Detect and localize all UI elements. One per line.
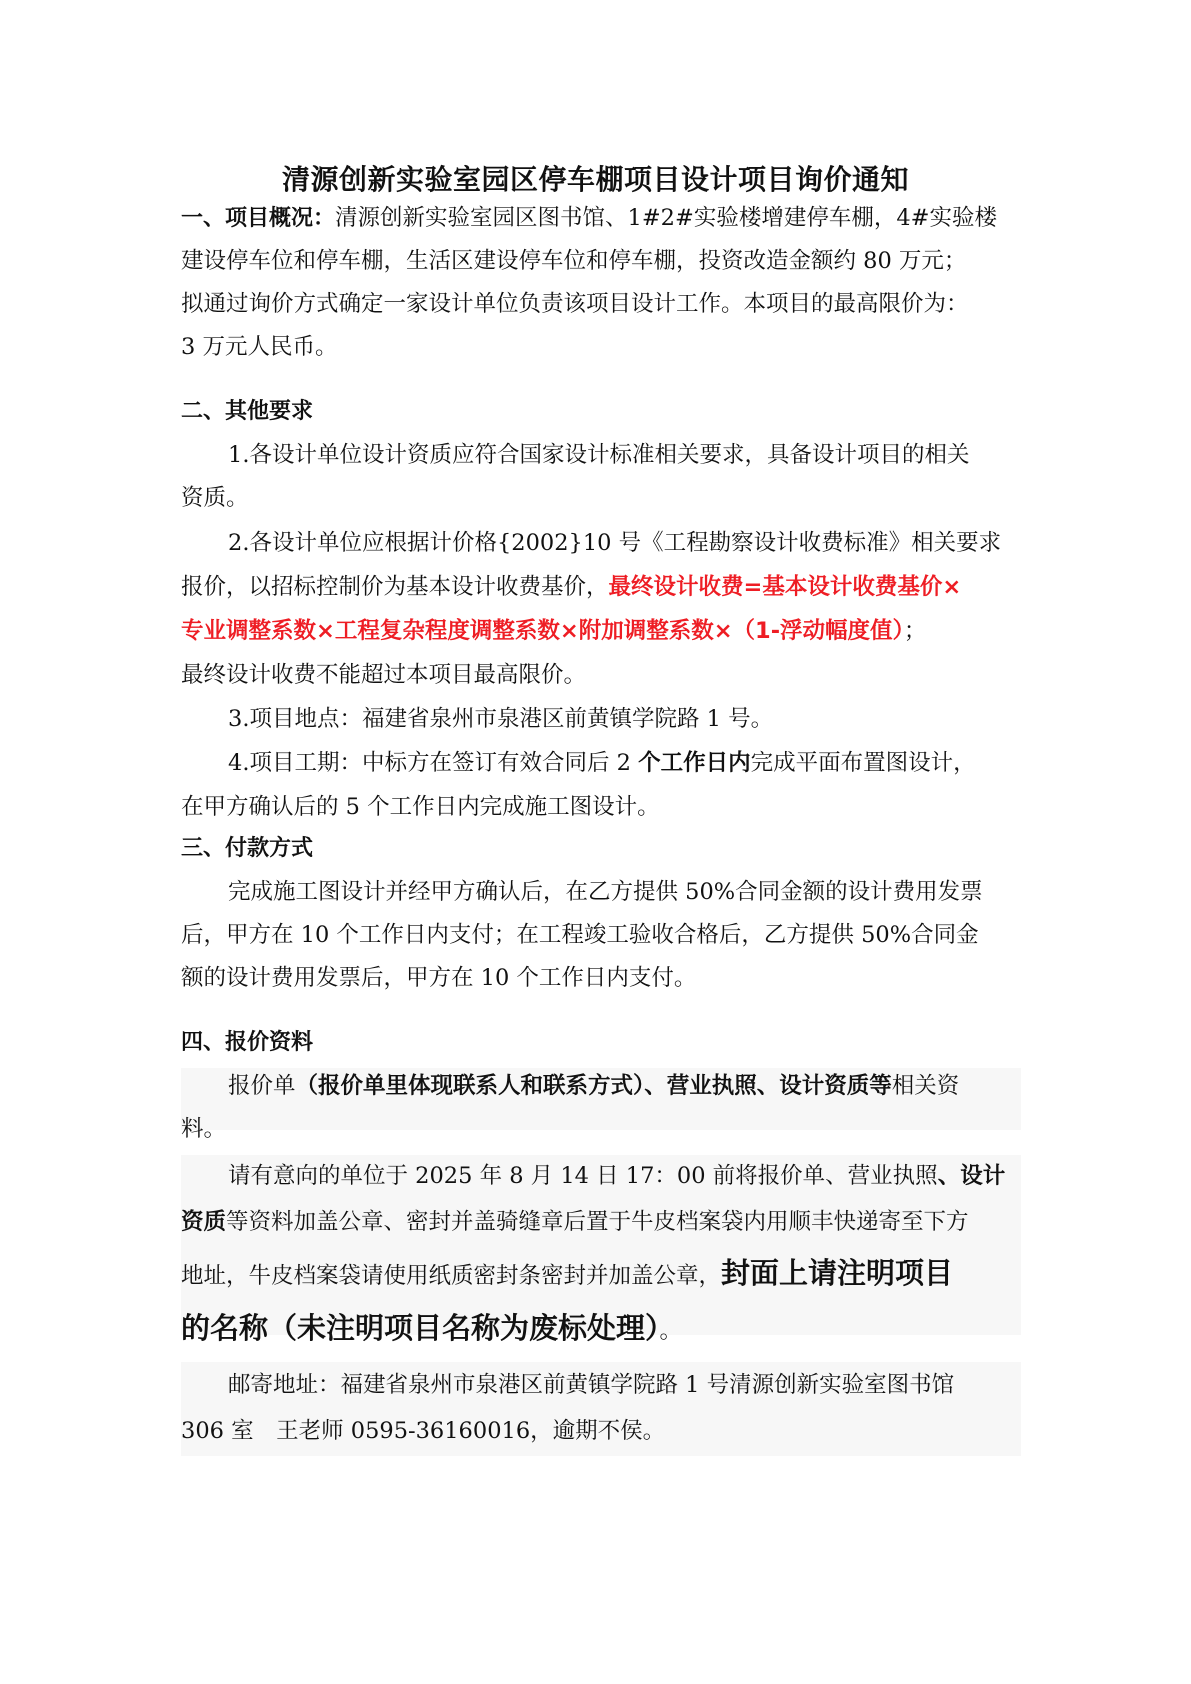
section2-heading: 二、其他要求 — [181, 399, 314, 424]
section2-item2-line3 — [181, 616, 1021, 646]
section4-p2-line4-end: 。 — [659, 1318, 683, 1344]
section4-p2-line4 — [181, 1313, 1021, 1346]
section4-p2-line4-big: 的名称（未注明项目名称为废标处理） — [181, 1311, 660, 1345]
section4-p1-line2: 料。 — [181, 1116, 227, 1142]
section4-p2-line2 — [181, 1207, 1021, 1237]
section2-item4-line1-b: 完成平面布置图设计， — [750, 750, 976, 776]
section2-item4-line1-a: 4.项目工期：中标方在签订有效合同后 2 — [228, 750, 639, 776]
mailing-address-line2: 306 室 王老师 0595-36160016，逾期不侯。 — [181, 1418, 666, 1444]
section4-p2-line1-a: 请有意向的单位于 2025 年 8 月 14 日 17：00 前将报价单、营业执照 — [228, 1163, 938, 1189]
section1-line2: 建设停车位和停车棚，生活区建设停车位和停车棚，投资改造金额约 80 万元； — [181, 248, 967, 274]
section1-line1-text: 清源创新实验室园区图书馆、1#2#实验楼增建停车棚，4#实验楼 — [335, 205, 998, 231]
section4-p2-line2-bold: 资质 — [181, 1209, 227, 1235]
section3-line1: 完成施工图设计并经甲方确认后，在乙方提供 50%合同金额的设计费用发票 — [228, 879, 983, 905]
section2-item1-line1: 1.各设计单位设计资质应符合国家设计标准相关要求，具备设计项目的相关 — [228, 442, 970, 468]
document-title: 清源创新实验室园区停车棚项目设计项目询价通知 — [281, 163, 909, 196]
section4-p2-line3-a: 地址，牛皮档案袋请使用纸质密封条密封并加盖公章， — [181, 1263, 722, 1289]
section2-item4-bold: 个工作日内 — [638, 750, 751, 776]
section2-item2-line4: 最终设计收费不能超过本项目最高限价。 — [181, 662, 587, 688]
section1-heading: 一、项目概况： — [181, 206, 336, 231]
section2-item3: 3.项目地点：福建省泉州市泉港区前黄镇学院路 1 号。 — [228, 706, 774, 732]
section2-item2-line2-text: 报价，以招标控制价为基本设计收费基价， — [181, 574, 609, 600]
section2-item2-line2 — [181, 572, 1021, 602]
section4-p2-line1 — [228, 1161, 1021, 1191]
section4-p1-bold: （报价单里体现联系人和联系方式）、营业执照、设计资质等 — [295, 1073, 892, 1099]
section4-p1-line1 — [228, 1071, 1021, 1101]
fee-formula-part1: 最终设计收费=基本设计收费基价× — [608, 574, 962, 600]
section1-line3: 拟通过询价方式确定一家设计单位负责该项目设计工作。本项目的最高限价为： — [181, 291, 969, 317]
section4-p2-line2-rest: 等资料加盖公章、密封并盖骑缝章后置于牛皮档案袋内用顺丰快递寄至下方 — [226, 1209, 969, 1235]
section4-heading: 四、报价资料 — [181, 1030, 314, 1055]
section3-line3: 额的设计费用发票后，甲方在 10 个工作日内支付。 — [181, 965, 697, 991]
section4-p2-line1-bold: 、设计 — [937, 1163, 1006, 1189]
section3-line2: 后，甲方在 10 个工作日内支付；在工程竣工验收合格后，乙方提供 50%合同金 — [181, 922, 979, 948]
section1-line4: 3 万元人民币。 — [181, 334, 338, 360]
section2-item2-line3-end: ； — [903, 618, 927, 644]
section3-heading: 三、付款方式 — [181, 836, 314, 861]
section2-item4-line2: 在甲方确认后的 5 个工作日内完成施工图设计。 — [181, 794, 660, 820]
section2-item2-line1: 2.各设计单位应根据计价格{2002}10 号《工程勘察设计收费标准》相关要求 — [228, 530, 1002, 556]
section2-item1-line2: 资质。 — [181, 485, 249, 511]
section2-item4-line1 — [228, 748, 1021, 778]
section4-p1-b: 相关资 — [891, 1073, 960, 1099]
mailing-address-line1: 邮寄地址：福建省泉州市泉港区前黄镇学院路 1 号清源创新实验室图书馆 — [228, 1372, 955, 1398]
section1-line1 — [181, 203, 1021, 234]
section4-p2-line3-big: 封面上请注明项目 — [721, 1256, 954, 1290]
fee-formula-part2: 专业调整系数×工程复杂程度调整系数×附加调整系数×（1-浮动幅度值） — [181, 618, 904, 644]
section4-p1-a: 报价单 — [228, 1073, 296, 1099]
section4-p2-line3 — [181, 1258, 1021, 1291]
